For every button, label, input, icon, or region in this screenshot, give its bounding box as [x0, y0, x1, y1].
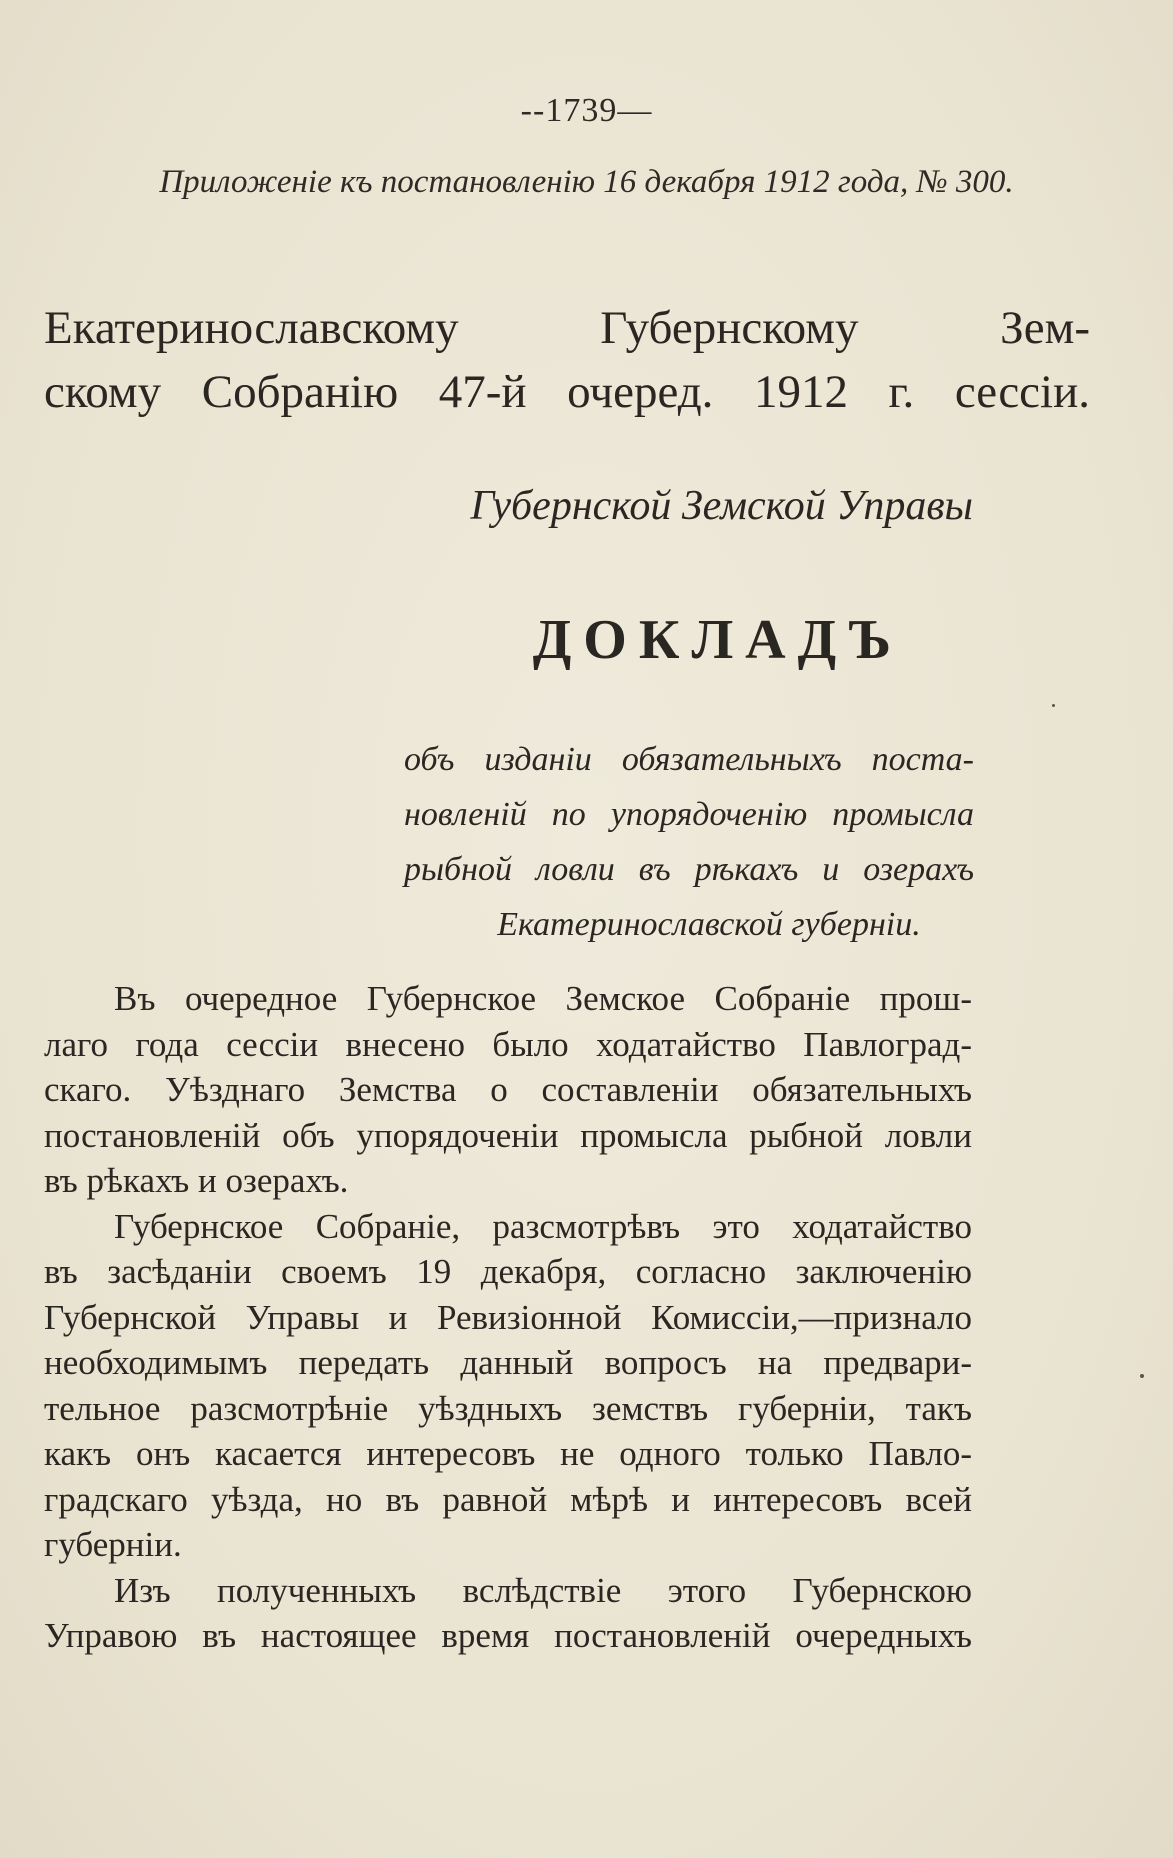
- address-heading: [44, 296, 1090, 424]
- body-line: необходимымъ передать данный вопросъ на предвари-: [44, 1343, 972, 1382]
- body-line: Управою въ настоящее время постановленій очередныхъ: [44, 1616, 972, 1655]
- print-speck: [1140, 1374, 1144, 1378]
- body-line: какъ онъ касается интересовъ не одного только Павло-: [44, 1434, 972, 1473]
- address-line: скому Собранію 47-й очеред. 1912 г. сессіи.: [44, 366, 1090, 418]
- body-line: градскаго уѣзда, но въ равной мѣрѣ и интересовъ всей: [44, 1479, 972, 1519]
- page-number: --1739—: [520, 92, 653, 129]
- subject-line: рыбной ловли въ рѣкахъ и озерахъ: [404, 851, 974, 888]
- document-title: ДОКЛАДЪ: [532, 609, 903, 671]
- issuer-heading: Губернской Земской Управы: [470, 483, 973, 529]
- body-line: Въ очередное Губернское Земское Собраніе прош-: [114, 979, 972, 1018]
- subject-line: объ изданіи обязательныхъ поста-: [404, 741, 974, 778]
- subject-line: новленій по упорядоченію промысла: [404, 796, 974, 833]
- body-line: въ рѣкахъ и озерахъ.: [44, 1161, 349, 1200]
- subject-line: Екатеринославской губерніи.: [497, 906, 921, 943]
- body-line: скаго. Уѣзднаго Земства о составленіи обязательныхъ: [44, 1070, 972, 1109]
- print-speck: [1052, 704, 1055, 707]
- body-line: лаго года сессіи внесено было ходатайство Павлоград-: [44, 1024, 972, 1064]
- body-text: [44, 976, 972, 1659]
- body-line: Губернское Собраніе, разсмотрѣвъ это ходатайство: [114, 1206, 972, 1246]
- address-line: Екатеринославскому Губернскому Зем-: [44, 302, 1090, 354]
- report-subject: [404, 732, 974, 952]
- appendix-note: Приложеніе къ постановленію 16 декабря 1912 года, № 300.: [159, 164, 1014, 200]
- body-line: губерніи.: [44, 1525, 182, 1564]
- body-line: Губернской Управы и Ревизіонной Комиссіи,—признало: [44, 1297, 972, 1337]
- body-line: въ засѣданіи своемъ 19 декабря, согласно заключенію: [44, 1252, 972, 1291]
- body-line: Изъ полученныхъ вслѣдствіе этого Губернскою: [114, 1570, 972, 1610]
- body-line: постановленій объ упорядоченіи промысла рыбной ловли: [44, 1115, 972, 1155]
- body-line: тельное разсмотрѣніе уѣздныхъ земствъ губерніи, такъ: [44, 1388, 972, 1428]
